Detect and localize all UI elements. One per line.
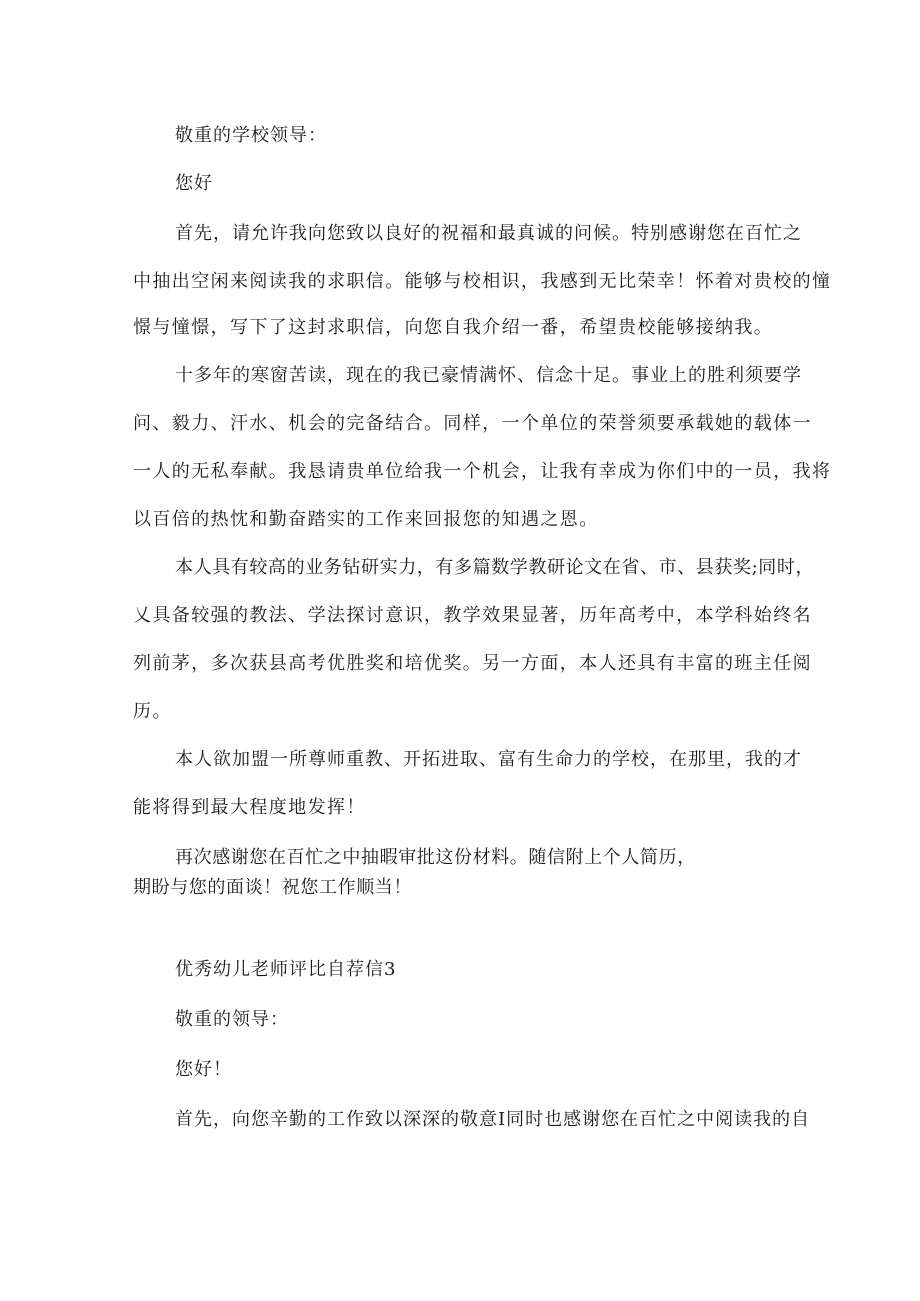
paragraph-line: 能将得到最大程度地发挥！ <box>133 797 366 818</box>
greeting: 您好！ <box>175 1059 232 1080</box>
closing-line: 期盼与您的面谈！祝您工作顺当！ <box>133 877 412 898</box>
paragraph-line: 憬与憧憬，写下了这封求职信，向您自我介绍一番，希望贵校能够接纳我。 <box>133 317 774 338</box>
closing-line: 再次感谢您在百忙之中抽暇审批这份材料。随信附上个人简历， <box>175 847 696 868</box>
greeting: 您好 <box>175 173 213 194</box>
paragraph-line: 中抽出空闲来阅读我的求职信。能够与校相识，我感到无比荣幸！怀着对贵校的憧 <box>133 271 832 292</box>
paragraph-line: 列前茅，多次获县高考优胜奖和培优奖。另一方面，本人还具有丰富的班主任阅 <box>133 653 812 674</box>
paragraph-line: 一人的无私奉献。我恳请贵单位给我一个机会，让我有幸成为你们中的一员，我将 <box>133 461 832 482</box>
letter-title: 优秀幼儿老师评比自荐信3 <box>175 959 397 980</box>
salutation: 敬重的学校领导： <box>175 125 327 146</box>
paragraph-line: 历。 <box>133 701 172 722</box>
paragraph-line: 十多年的寒窗苦读，现在的我已豪情满怀、信念十足。事业上的胜利须要学 <box>175 365 802 386</box>
paragraph-line: 以百倍的热忱和勤奋踏实的工作来回报您的知遇之恩。 <box>133 509 599 530</box>
paragraph-line: 本人具有较高的业务钻研实力，有多篇数学教研论文在省、市、县获奖;同时， <box>175 557 815 578</box>
paragraph-line: 本人欲加盟一所尊师重教、开拓进取、富有生命力的学校，在那里，我的才 <box>175 749 802 770</box>
paragraph-line: 首先，请允许我向您致以良好的祝福和最真诚的问候。特别感谢您在百忙之 <box>175 223 802 244</box>
paragraph-line: 乂具备较强的教法、学法探讨意识，教学效果显著，历年高考中，本学科始终名 <box>133 605 812 626</box>
paragraph-line: 问、毅力、汗水、机会的完备结合。同样，一个单位的荣誉须要承载她的载体一 <box>133 413 812 434</box>
paragraph-line: 首先，向您辛勤的工作致以深深的敬意I同时也感谢您在百忙之中阅读我的自 <box>175 1109 811 1130</box>
salutation: 敬重的领导： <box>175 1009 289 1030</box>
